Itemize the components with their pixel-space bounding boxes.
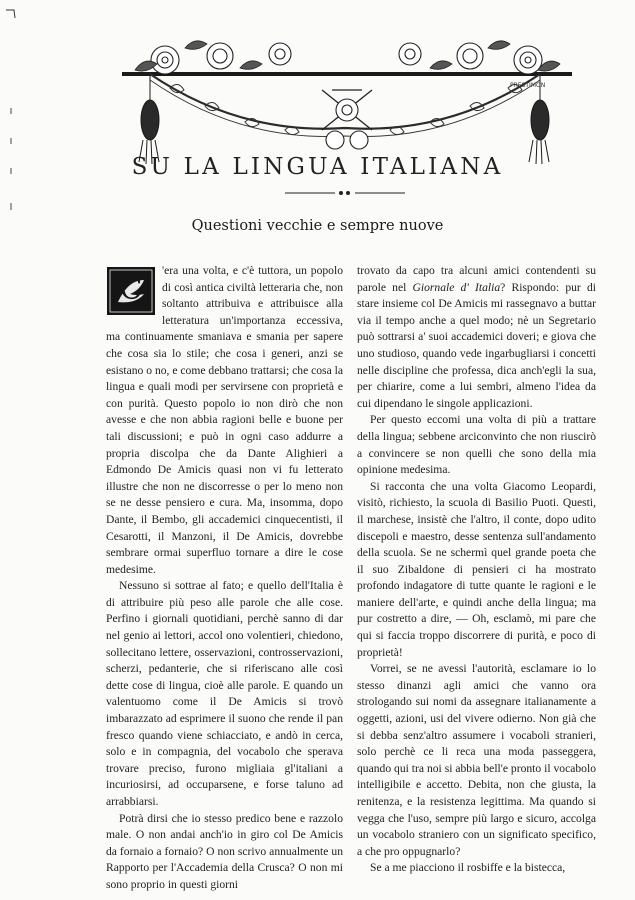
paragraph-text: ? Rispondo: pur di stare insieme col De Amicis mi rassegnavo a buttar via il tempo anche a quel modo; nè un Segretario può sottrarsi a' suoi accademici doveri; e giova che uno studioso, quando vede ingarbugliarsi i concetti nelle discipline che professa, dica anch'egli la sua, per chiarire, come a lui sembri, almeno l'idea da cui dipendano le singole applicazioni. <box>357 280 596 410</box>
paragraph-text: trovato da capo tra alcuni amici contendenti su parole nel <box>357 264 596 294</box>
paragraph: Se a me piacciono il rosbiffe e la bistecca, <box>370 861 566 875</box>
paragraph-text: 'era una volta, e c'è tuttora, un popolo di così antica civiltà letteraria che, non soltanto attribuiva e attribuisce alla letteratura un'importanza eccessiva, ma continuamente smaniava e smania per sapere che cosa sia lo stile; che cosa i generi, anzi se esistano o no, e come debbano trattarsi; che cosa la lingua e quali modi per servirsene con proprietà e con purità. Questo popolo io non dirò che non avesse e che non abbia ragioni belle e buone per tali discussioni; e può in ogni caso addurre a propria discolpa che da Dante Alighieri a Edmondo De Amicis quasi non vi fu letterato illustre che non ne discorresse o per lo meno non se ne desse pensiero e cura. Ma, insomma, dopo Dante, il Bembo, gli accademici cinquecentisti, il Cesarotti, il Manzoni, il De Amicis, dovrebbe sembrare ormai superfluo tornare a dire le cose medesime. <box>106 264 343 576</box>
text-column-right <box>357 263 596 877</box>
drop-cap-ornament <box>106 266 156 316</box>
paragraph: Per questo eccomi una volta di più a trattare della lingua; sebbene arciconvinto che non riuscirò a convincere se non quelli che sono della mia opinione medesima. <box>357 413 596 477</box>
article-title: SU LA LINGUA ITALIANA <box>131 154 504 180</box>
article-subtitle: Questioni vecchie e sempre nuove <box>191 218 444 234</box>
paragraph <box>106 263 343 578</box>
paragraph: Vorrei, se ne avessi l'autorità, esclamare io lo stesso dinanzi agli amici che vanno ora strologando sui nomi da assegnare italianamente a oggetti, azioni, usi del vivere odierno. Non già che si debba senz'altro assumere i vocaboli stranieri, solo perchè ce li reca una moda passeggera, quando qui tra noi si abbia bell'e pronto il vocabolo intelligibile e accetto. Debita, non che giusta, la renitenza, e la resistenza legittima. Ma quando si vegga che l'uso, sempre più largo e sicuro, accolga un vocabolo straniero con un significato specifico, a che pro oppugnarlo? <box>357 662 596 858</box>
illustrator-signature: PRESTIMON <box>510 82 546 89</box>
drop-cap-letter: C <box>119 272 143 307</box>
journal-title: Giornale d' Italia <box>412 280 501 294</box>
floral-garland-ornament <box>110 30 585 170</box>
paragraph: Potrà dirsi che io stesso predico bene e razzolo male. O non andai anch'io in giro col De Amicis da fornaio a fornaio? O non scrivo annualmente un Rapporto per l'Accademia della Crusca? O non mi sono proprio in questi giorni <box>106 811 343 891</box>
paragraph: Nessuno si sottrae al fato; e quello dell'Italia è di attribuire più peso alle parole che alle cose. Perfino i giornali quotidiani, perchè sanno di dar nel genio ai lettori, accol ono volentieri, chiedono, sollecitano lettere, osservazioni, controsservazioni, scherzi, pedanterie, che si riferiscano alle così dette cose di lingua, cioè alle parole. E quando un valentuomo come il De Amicis si trovò imbarazzato ad esprimere il suono che rende il pan fresco quando viene schiacciato, e andò in cerca, solo e in compagnia, del vocabolo che sperava trovare preciso, furono migliaia gl'italiani a incuriosirsi, ad occuparsene, e forse taluno ad arrabbiarsi. <box>106 579 343 808</box>
margin-ticks <box>4 8 18 228</box>
title-divider-ornament <box>285 186 405 200</box>
text-column-left <box>106 263 343 894</box>
paragraph <box>357 263 596 412</box>
paragraph: Si racconta che una volta Giacomo Leopardi, visitò, richiesto, la scuola di Basilio Puoti. Questi, il marchese, insistè che l'altro, il conte, dopo udito discepoli e maestro, desse sentenza sull'andamento della scuola. Se ne schermì quel grande poeta che il suo Zibaldone di pensieri ci ha mostrato profondo indagatore di tutte quante le ragioni e le maniere dell'arte, e quindi anche della lingua; ma pur costretto a dire, — Oh, esclamò, mi pare che qui si faccia troppo discorrere di purità, e poco di proprietà! <box>357 479 596 659</box>
